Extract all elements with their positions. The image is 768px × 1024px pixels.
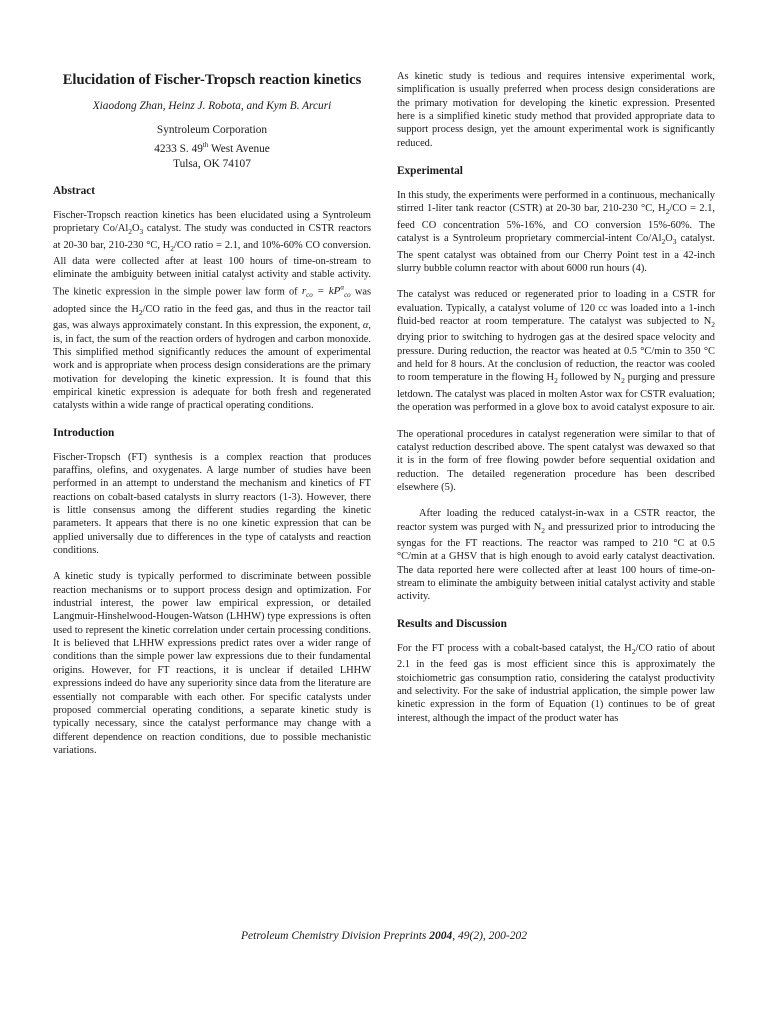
abstract-heading: Abstract xyxy=(53,184,96,197)
abstract-text: Fischer-Tropsch reaction kinetics has been elucidated using a Syntroleum proprietary $Co/Al_2O_3$ catalyst. The study was conducted in CSTR reactors at 20-30 bar, 210-230 °C, $H_2/CO$ ratio = 2.1, and 10%-60% CO conversion. All data were collected after at least 100 hours of time-on-stream to eliminate the ambiguity between initial catalyst activity and stable activity. The kinetic expression in the simple power law form of $r_{co} = kP^\alpha_{co}$ was adopted since the $H_2/CO$ ratio in the feed gas, and thus in the reactor tail gas, was always approximately constant. In this expression, the exponent, α, is, in fact, the sum of the reaction orders of hydrogen and carbon monoxide. This simplified method significantly reduces the amount of experimental work and is appropriate when process design considerations are the primary motivation for developing the kinetic expression. It is found that this empirical kinetic expression is adequate for both fresh and regenerated catalysts within a wide range of practical operating conditions. xyxy=(53,209,372,412)
introduction-heading: Introduction xyxy=(53,426,115,439)
affiliation xyxy=(53,123,371,172)
affiliation-street: 4233 S. 49th West Avenue xyxy=(154,141,270,155)
introduction-paragraph-3: As kinetic study is tedious and requires intensive experimental work, simplification is usually preferred when process design considerations are the primary motivation for developing the kinetic expression. Presented here is a simplified kinetic study method that provided appropriate data to support process design, yet the amount experimental work is significantly reduced. xyxy=(397,71,715,149)
affiliation-city: Tulsa, OK 74107 xyxy=(173,157,251,170)
experimental-paragraph-2: The catalyst was reduced or regenerated prior to loading in a CSTR for evaluation. Typically, a catalyst volume of 120 cc was loaded into a 1-inch fluid-bed reactor at room temperature. The catalyst was subjected to $N_2$ drying prior to switching to hydrogen gas at the desired space velocity and pressure. During reduction, the reactor was heated at 0.5 °C/min to 350 °C and held for 8 hours. At the conclusion of reduction, the reactor was cooled to room temperature in the flowing $H_2$ followed by $N_2$ purging and pressure letdown. The catalyst was placed in molten Astor wax for CSTR evaluation; the operation was performed in a glove box to avoid catalyst exposure to air. xyxy=(397,289,715,414)
experimental-heading: Experimental xyxy=(397,165,463,178)
left-column xyxy=(53,70,371,770)
experimental-paragraph-4: After loading the reduced catalyst-in-wax in a CSTR reactor, the reactor system was purged with $N_2$ and pressurized prior to introducing the syngas for the FT reactions. The reactor was ramped to 210 °C at 0.5 °C/min at a GHSV that is high enough to avoid early catalyst deactivation. The data reported here were collected after at least 100 hours of time-on-stream to eliminate the ambiguity between initial catalyst activity and stable activity. xyxy=(397,508,715,603)
footer-citation: Petroleum Chemistry Division Preprints 2004, 49(2), 200-202 xyxy=(241,930,527,942)
affiliation-org: Syntroleum Corporation xyxy=(156,124,268,136)
experimental-paragraph-1: In this study, the experiments were performed in a continuous, mechanically stirred 1-liter tank reactor (CSTR) at 20-30 bar, 210-230 °C, $H_2/CO = 2.1$, feed CO concentration 5%-16%, and CO conversion 15%-60%. The catalyst is a Syntroleum proprietary commercial-intent $Co/Al_2O_3$ catalyst. The spent catalyst was obtained from our Cherry Point test in a 42-inch slurry bubble column reactor with about 6000 run hours (4). xyxy=(397,190,715,274)
results-paragraph-1: For the FT process with a cobalt-based catalyst, the $H_2/CO$ ratio of about 2.1 in the feed gas is most efficient since this is approximately the stoichiometric gas consumption ratio, considering the catalyst productivity and selectivity. For the sake of industrial application, the simple power law kinetic expression in the form of Equation (1) continues to be of great interest, although the impact of the product water has xyxy=(397,642,715,724)
right-column xyxy=(397,70,715,738)
paper-title: Elucidation of Fischer-Tropsch reaction kinetics xyxy=(62,72,362,88)
author-list: Xiaodong Zhan, Heinz J. Robota, and Kym B. Arcuri xyxy=(92,100,332,112)
introduction-paragraph-1: Fischer-Tropsch (FT) synthesis is a complex reaction that produces paraffins, olefins, and oxygenates. A large number of studies have been performed in an attempt to understand the mechanism and kinetics of FT reactions on cobalt-based catalysts in slurry reactors (1-3). However, there is little consensus among the different studies regarding the kinetic parameters. It appears that there is no one kinetic expression that can be applied universally due to differences in the type of catalysts and reaction conditions. xyxy=(53,451,371,557)
experimental-paragraph-3: The operational procedures in catalyst regeneration were similar to that of catalyst reduction described above. The spent catalyst was dewaxed so that it is in the form of free flowing powder before sequential oxidation and reduction. The detailed regeneration procedure has been described elsewhere (5). xyxy=(397,428,715,493)
results-heading: Results and Discussion xyxy=(397,617,507,630)
rate-equation: $r_{co} = kP^\alpha_{co}$ xyxy=(301,283,351,300)
introduction-paragraph-2: A kinetic study is typically performed to discriminate between possible reaction mechanisms or to support process design and optimization. For industrial interest, the power law empirical expression, or detailed Langmuir-Hinshelwood-Hougen-Watson (LHHW) type expressions is often used to represent the kinetic correlation under certain processing conditions. It is believed that LHHW expressions predict rates over a wider range of conditions than the simple power law expressions due to their fundamental origins. However, for FT reactions, it is unclear if detailed LHHW expressions indeed do have any superiority since data from the literature are essentially not comparable with each other. For specific catalysts under proposed commercial operating conditions, a separate kinetic study is typically necessary, since the catalyst performance may change with a different dependence on reaction conditions, due to possible mechanistic variations. xyxy=(53,571,371,756)
